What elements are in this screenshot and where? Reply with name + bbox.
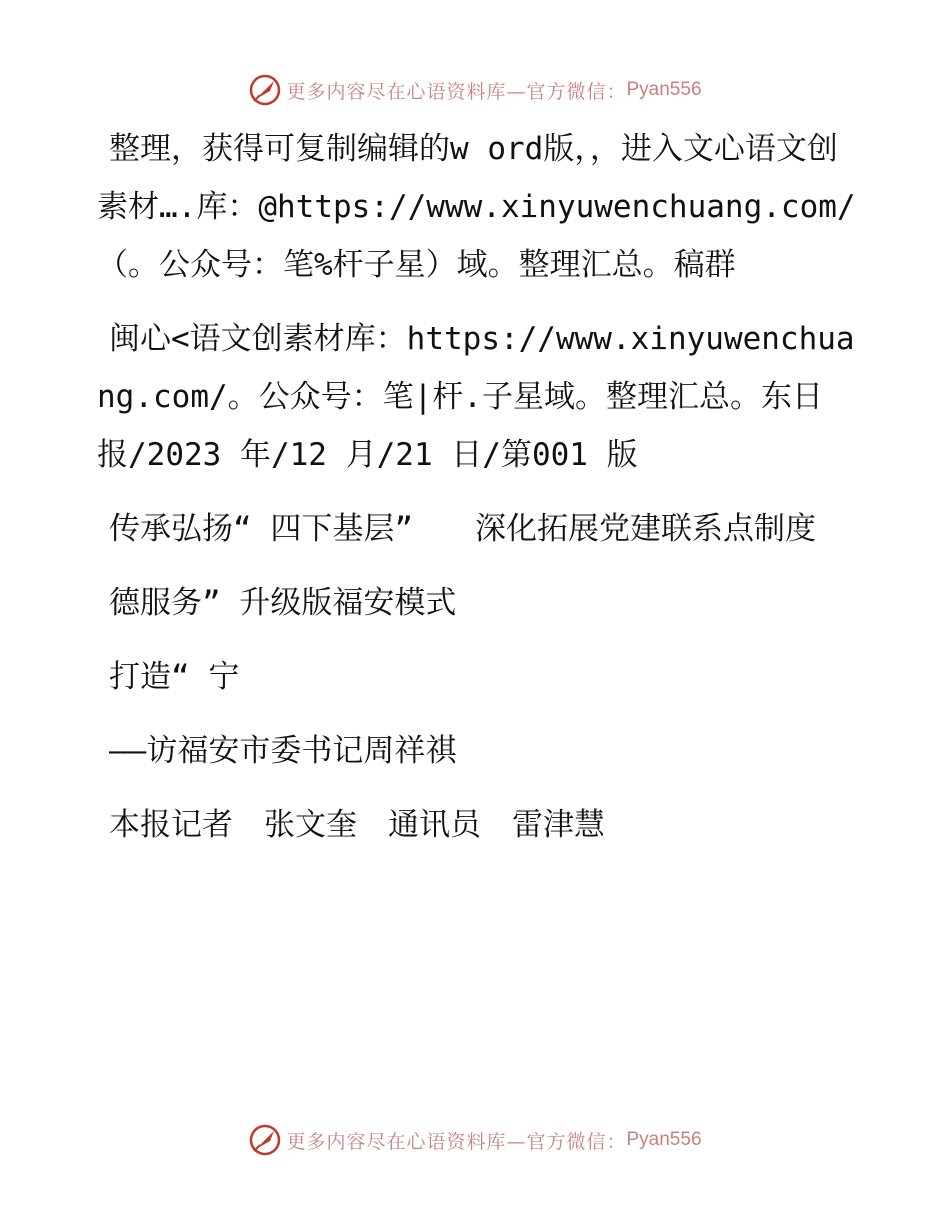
headline-line-1: 传承弘扬“ 四下基层” 深化拓展党建联系点制度	[109, 511, 816, 547]
subtitle: ——访福安市委书记周祥祺	[109, 733, 457, 769]
banner-text: 更多内容尽在心语资料库—官方微信：	[286, 1130, 627, 1153]
wechat-id: Pyan556	[626, 79, 702, 100]
banner-text: 更多内容尽在心语资料库—官方微信：	[286, 80, 627, 103]
paragraph-2: 闽心<语文创素材库：https://www.xinyuwenchuang.com/。公众号：笔|杆.子星域。整理汇总。东日报/2023 年/12 月/21 日/第001 版	[97, 321, 855, 473]
footer-banner	[0, 1120, 950, 1160]
headline-line-3: 打造“ 宁	[109, 659, 240, 695]
quill-logo-icon	[248, 73, 282, 107]
byline: 本报记者 张文奎 通讯员 雷津慧	[109, 807, 605, 843]
headline-line-2: 德服务” 升级版福安模式	[109, 585, 457, 621]
header-banner	[0, 70, 950, 110]
paragraph-1: 整理，获得可复制编辑的w ord版，，进入文心语文创素材….库：@https://www.xinyuwenchuang.com/（。公众号：笔%杆子星）域。整理汇总。稿群	[97, 131, 856, 283]
wechat-id: Pyan556	[626, 1129, 702, 1150]
quill-logo-icon	[248, 1123, 282, 1157]
document-body	[97, 120, 857, 870]
